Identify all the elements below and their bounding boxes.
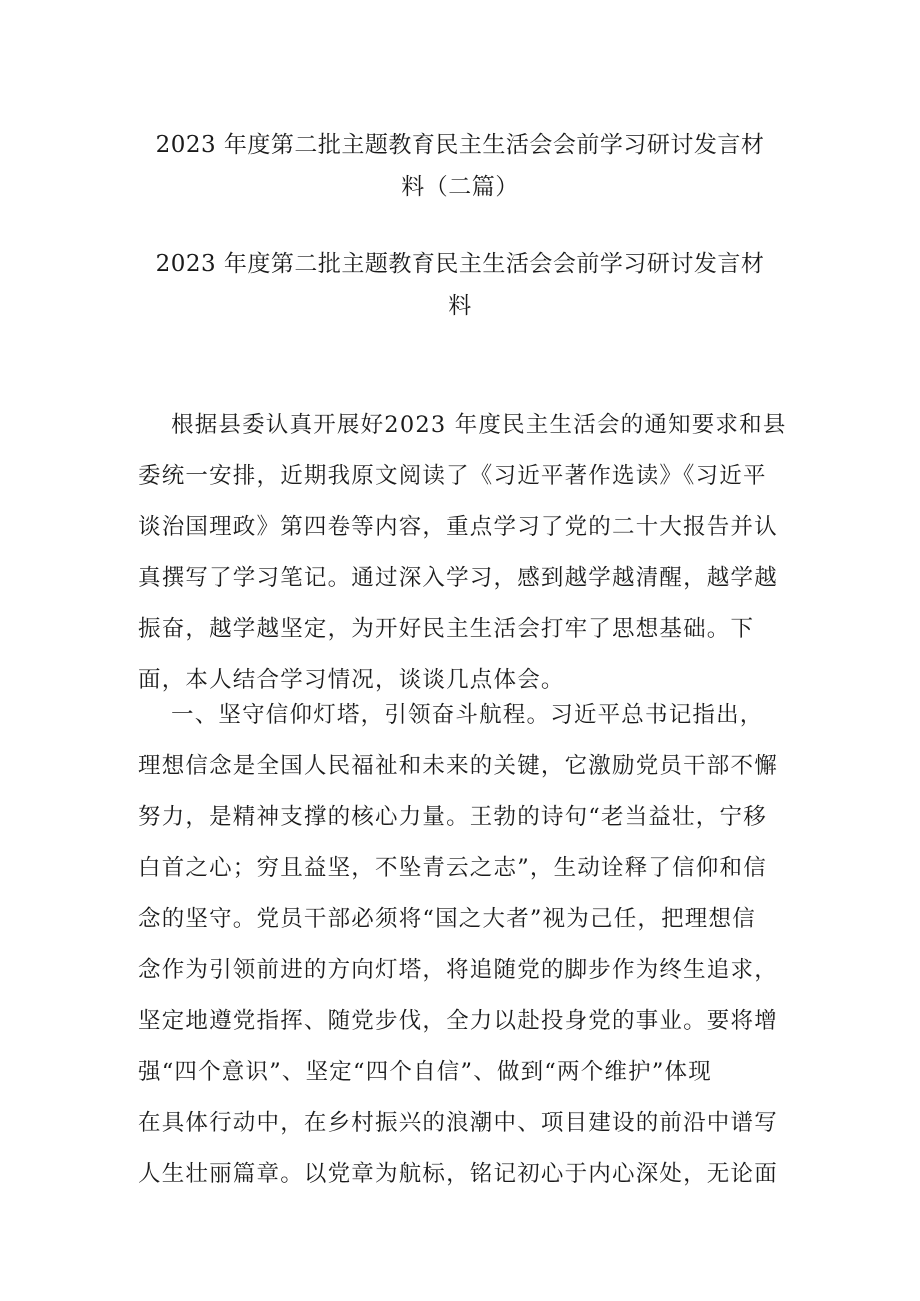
text-line: 谈治国理政》第四卷等内容，重点学习了党的二十大报告并认 <box>138 514 778 540</box>
title-line: 2023 年度第二批主题教育民主生活会会前学习研讨发言材 <box>155 132 765 158</box>
text-line: 念作为引领前进的方向灯塔，将追随党的脚步作为终生追求， <box>138 957 778 983</box>
paragraph-intro <box>138 400 787 706</box>
text-line: 坚定地遵党指挥、随党步伐，全力以赴投身党的事业。要将增 <box>138 1008 778 1034</box>
text-line: 在具体行动中，在乡村振兴的浪潮中、项目建设的前沿中谱写 <box>138 1110 778 1136</box>
text-line: 真撰写了学习笔记。通过深入学习，感到越学越清醒，越学越 <box>138 565 778 591</box>
subtitle-line: 料 <box>448 293 472 319</box>
text-line: 强“四个意识”、坚定“四个自信”、做到“两个维护”体现 <box>138 1059 712 1085</box>
text-line: 振奋，越学越坚定，为开好民主生活会打牢了思想基础。下 <box>138 616 755 642</box>
text-line: 委统一安排，近期我原文阅读了《习近平著作选读》《习近平 <box>138 463 767 489</box>
document-subtitle <box>140 243 780 327</box>
paragraph-section-one <box>138 690 778 1200</box>
text-line: 努力，是精神支撑的核心力量。王勃的诗句“老当益壮，宁移 <box>138 804 767 830</box>
text-line: 根据县委认真开展好2023 年度民主生活会的通知要求和县 <box>171 412 787 438</box>
text-line: 理想信念是全国人民福祉和未来的关键，它激励党员干部不懈 <box>138 753 778 779</box>
title-line: 料（二篇） <box>401 174 519 200</box>
text-line: 面，本人结合学习情况，谈谈几点体会。 <box>138 667 565 693</box>
text-line: 念的坚守。党员干部必须将“国之大者”视为己任，把理想信 <box>138 906 756 932</box>
text-line: 人生壮丽篇章。以党章为航标，铭记初心于内心深处，无论面 <box>138 1161 778 1187</box>
text-line: 一、坚守信仰灯塔，引领奋斗航程。习近平总书记指出， <box>171 702 764 728</box>
document-title <box>140 124 780 208</box>
subtitle-line: 2023 年度第二批主题教育民主生活会会前学习研讨发言材 <box>155 251 765 277</box>
text-line: 白首之心；穷且益坚，不坠青云之志”，生动诠释了信仰和信 <box>138 855 767 881</box>
